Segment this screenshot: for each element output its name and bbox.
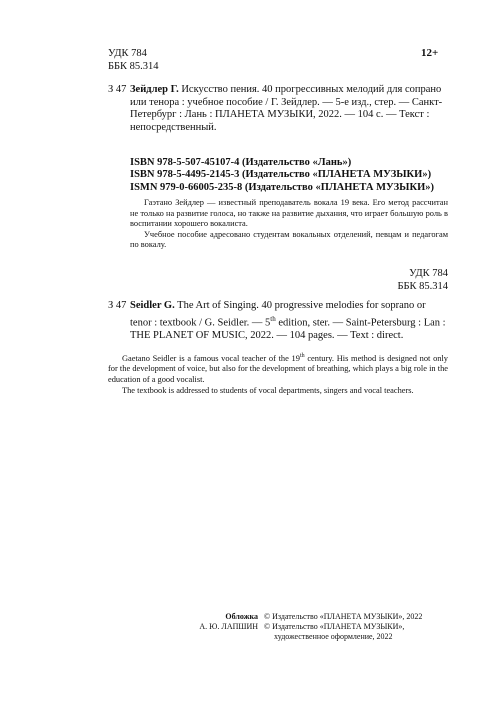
- en-description-part: The Art of Singing. 40 progressive melodies for soprano or tenor : textbook / G. Seidler. — 5: [130, 300, 426, 329]
- age-rating: 12+: [421, 47, 439, 59]
- isbn-block: [130, 157, 434, 194]
- en-annotation: [108, 351, 448, 396]
- en-annotation-text: century. His method is designed not only for the development of voice, but also for the development of breathing, which plays a big role in the education of a good vocalist.: [108, 353, 448, 384]
- en-annotation-text: Gaetano Seidler is a famous vocal teacher of the 19: [122, 353, 300, 363]
- en-entry-text: [130, 300, 448, 342]
- bbk-code: ББК 85.314: [397, 281, 448, 292]
- ismn-line: ISMN 979-0-66005-235-8 (Издательство «ПЛАНЕТА МУЗЫКИ»): [130, 181, 434, 193]
- ru-description: Искусство пения. 40 прогрессивных мелодий для сопрано или тенора : учебное пособие / Г. Зейдлер. — 5-е изд., стер. — Санкт-Петербург : Лань : ПЛАНЕТА МУЗЫКИ, 2022. — 104 с. — Текст : непосредственный.: [130, 84, 443, 133]
- isbn-line: ISBN 978-5-4495-2145-3 (Издательство «ПЛАНЕТА МУЗЫКИ»): [130, 169, 432, 181]
- udk-bbk-right: [370, 267, 448, 293]
- en-catalog-entry: [108, 300, 448, 342]
- copyright-line: © Издательство «ПЛАНЕТА МУЗЫКИ», 2022: [264, 612, 423, 621]
- isbn-line: ISBN 978-5-507-45107-4 (Издательство «Лань»): [130, 157, 352, 168]
- ru-catalog-entry: [108, 84, 448, 134]
- cover-credit: [168, 612, 258, 632]
- en-annotation-paragraph: [108, 351, 448, 386]
- ru-author: Зейдлер Г.: [130, 84, 179, 95]
- superscript: th: [299, 353, 305, 359]
- ru-annotation: [130, 198, 448, 251]
- en-description-part: edition, ster. — Saint-Petersburg : Lan : THE PLANET OF MUSIC, 2022. — 104 pages. — Text : direct.: [130, 317, 446, 341]
- bbk-code: ББК 85.314: [108, 61, 159, 72]
- en-author: Seidler G.: [130, 300, 175, 311]
- cover-designer: А. Ю. ЛАПШИН: [199, 622, 258, 631]
- ru-annotation-paragraph: Учебное пособие адресовано студентам вокальных отделений, певцам и педагогам по вокалу.: [130, 229, 448, 250]
- ru-author-code: З 47: [108, 84, 127, 95]
- udk-bbk-header: [108, 47, 159, 73]
- copyright-block: [264, 612, 444, 642]
- ru-annotation-paragraph: Гаэтано Зейдлер — известный преподаватель вокала 19 века. Его метод рассчитан не только на развитие голоса, но также на развитие дыхания, что играет большую роль в воспитании хорошего вокалиста.: [130, 198, 448, 229]
- ru-entry-text: [130, 84, 448, 134]
- en-author-code: З 47: [108, 300, 127, 311]
- superscript: th: [270, 314, 276, 323]
- udk-code: УДК 784: [409, 268, 448, 279]
- copyright-line: © Издательство «ПЛАНЕТА МУЗЫКИ», художественное оформление, 2022: [264, 622, 405, 641]
- en-annotation-paragraph: The textbook is addressed to students of vocal departments, singers and vocal teachers.: [122, 385, 414, 395]
- cover-label: Обложка: [225, 612, 258, 621]
- udk-code: УДК 784: [108, 48, 147, 59]
